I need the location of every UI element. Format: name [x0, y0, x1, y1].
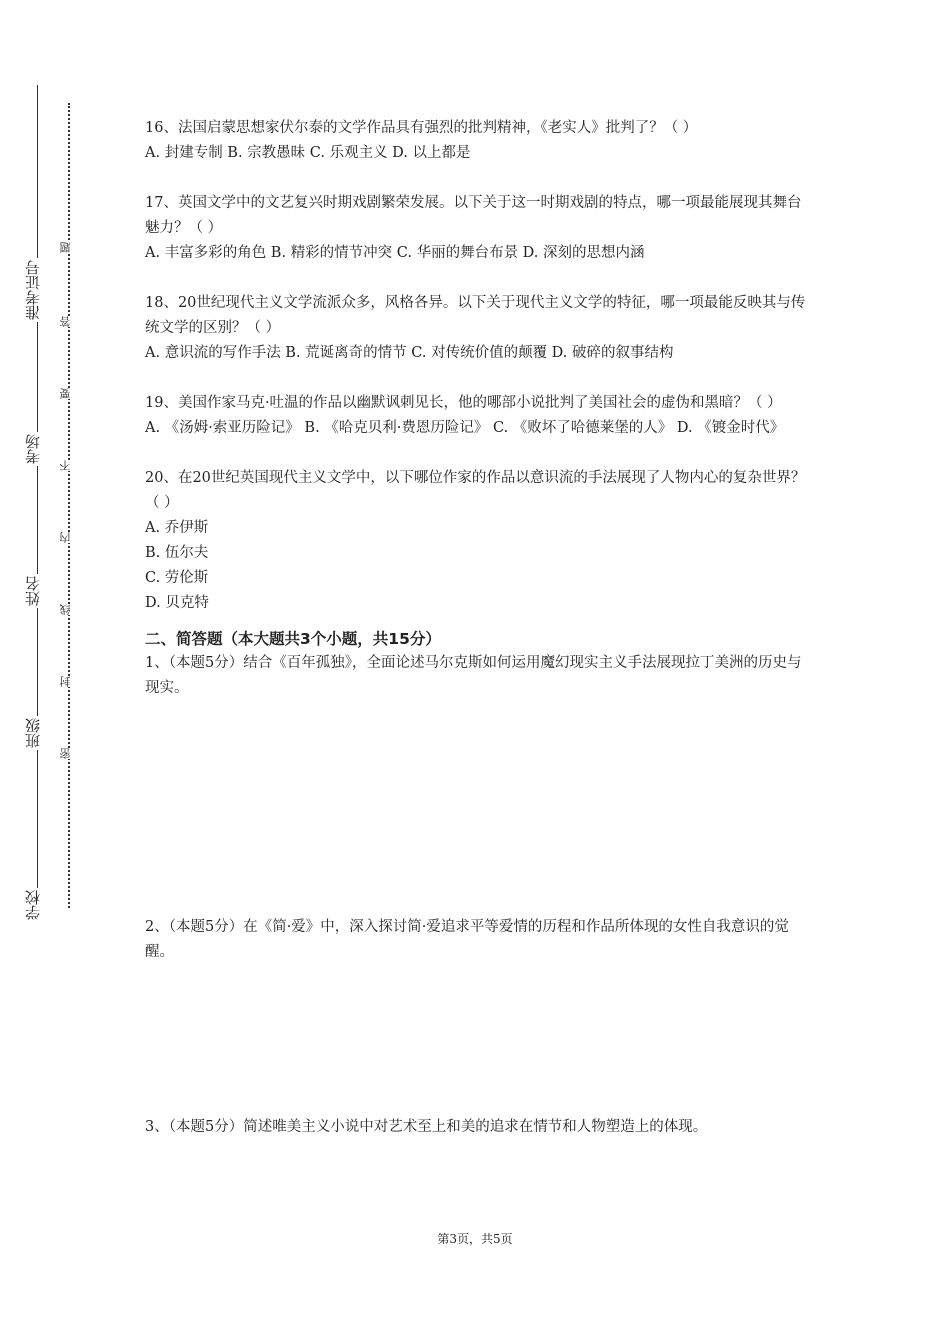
field-exam-room-label: 考场	[25, 432, 49, 466]
seal-char: 题	[60, 242, 78, 253]
question-20	[145, 466, 813, 616]
question-list	[145, 116, 813, 701]
field-class-label: 班级	[25, 716, 49, 750]
question-stem: 16、法国启蒙思想家伏尔泰的文学作品具有强烈的批判精神，《老实人》批判了？（ ）	[145, 120, 698, 136]
field-exam-number-label: 准考证号	[25, 258, 49, 322]
question-stem: 17、英国文学中的文艺复兴时期戏剧繁荣发展。以下关于这一时期戏剧的特点，哪一项最能展现其舞台魅力？（ ）	[145, 195, 802, 236]
seal-char: 不	[60, 460, 78, 471]
binding-line	[37, 85, 38, 910]
question-options: A. 《汤姆·索亚历险记》 B. 《哈克贝利·费恩历险记》 C. 《败坏了哈德莱堡的人》 D. 《镀金时代》	[145, 420, 785, 436]
page-number: 第3页，共5页	[437, 1232, 513, 1246]
seal-dotted-line	[68, 103, 70, 908]
seal-char: 要	[60, 388, 78, 399]
field-name-label: 姓名	[25, 574, 49, 608]
section-title: 二、简答题（本大题共3个小题，共15分）	[145, 630, 441, 648]
option-c: C. 劳伦斯	[145, 570, 209, 586]
seal-char: 线	[60, 604, 78, 615]
question-17	[145, 191, 813, 266]
question-options: A. 意识流的写作手法 B. 荒诞离奇的情节 C. 对传统价值的颠覆 D. 破碎的叙事结构	[145, 345, 674, 361]
short-answer-2: 2、（本题5分）在《简·爱》中，深入探讨简·爱追求平等爱情的历程和作品所体现的女性自我意识的觉醒。	[145, 919, 789, 960]
option-b: B. 伍尔夫	[145, 545, 209, 561]
question-19	[145, 391, 813, 441]
question-stem: 18、20世纪现代主义文学流派众多，风格各异。以下关于现代主义文学的特征，哪一项最能反映其与传统文学的区别？（ ）	[145, 295, 806, 336]
seal-char: 内	[60, 532, 78, 543]
seal-char: 答	[60, 316, 78, 327]
seal-char: 封	[60, 676, 78, 687]
short-answer-1: 1、（本题5分）结合《百年孤独》，全面论述马尔克斯如何运用魔幻现实主义手法展现拉丁美洲的历史与现实。	[145, 655, 802, 696]
question-stem: 20、在20世纪英国现代主义文学中，以下哪位作家的作品以意识流的手法展现了人物内心的复杂世界？（ ）	[145, 470, 806, 511]
question-18	[145, 291, 813, 366]
option-d: D. 贝克特	[145, 595, 209, 611]
field-school-label: 学校	[25, 888, 49, 922]
question-options: A. 封建专制 B. 宗教愚昧 C. 乐观主义 D. 以上都是	[145, 145, 471, 161]
option-a: A. 乔伊斯	[145, 520, 209, 536]
question-options: A. 丰富多彩的角色 B. 精彩的情节冲突 C. 华丽的舞台布景 D. 深刻的思想内涵	[145, 245, 645, 261]
short-answer-3: 3、（本题5分）简述唯美主义小说中对艺术至上和美的追求在情节和人物塑造上的体现。	[145, 1119, 708, 1135]
seal-char: 密	[60, 748, 78, 759]
question-stem: 19、美国作家马克·吐温的作品以幽默讽刺见长，他的哪部小说批判了美国社会的虚伪和黑暗？（ ）	[145, 395, 782, 411]
question-16	[145, 116, 813, 166]
